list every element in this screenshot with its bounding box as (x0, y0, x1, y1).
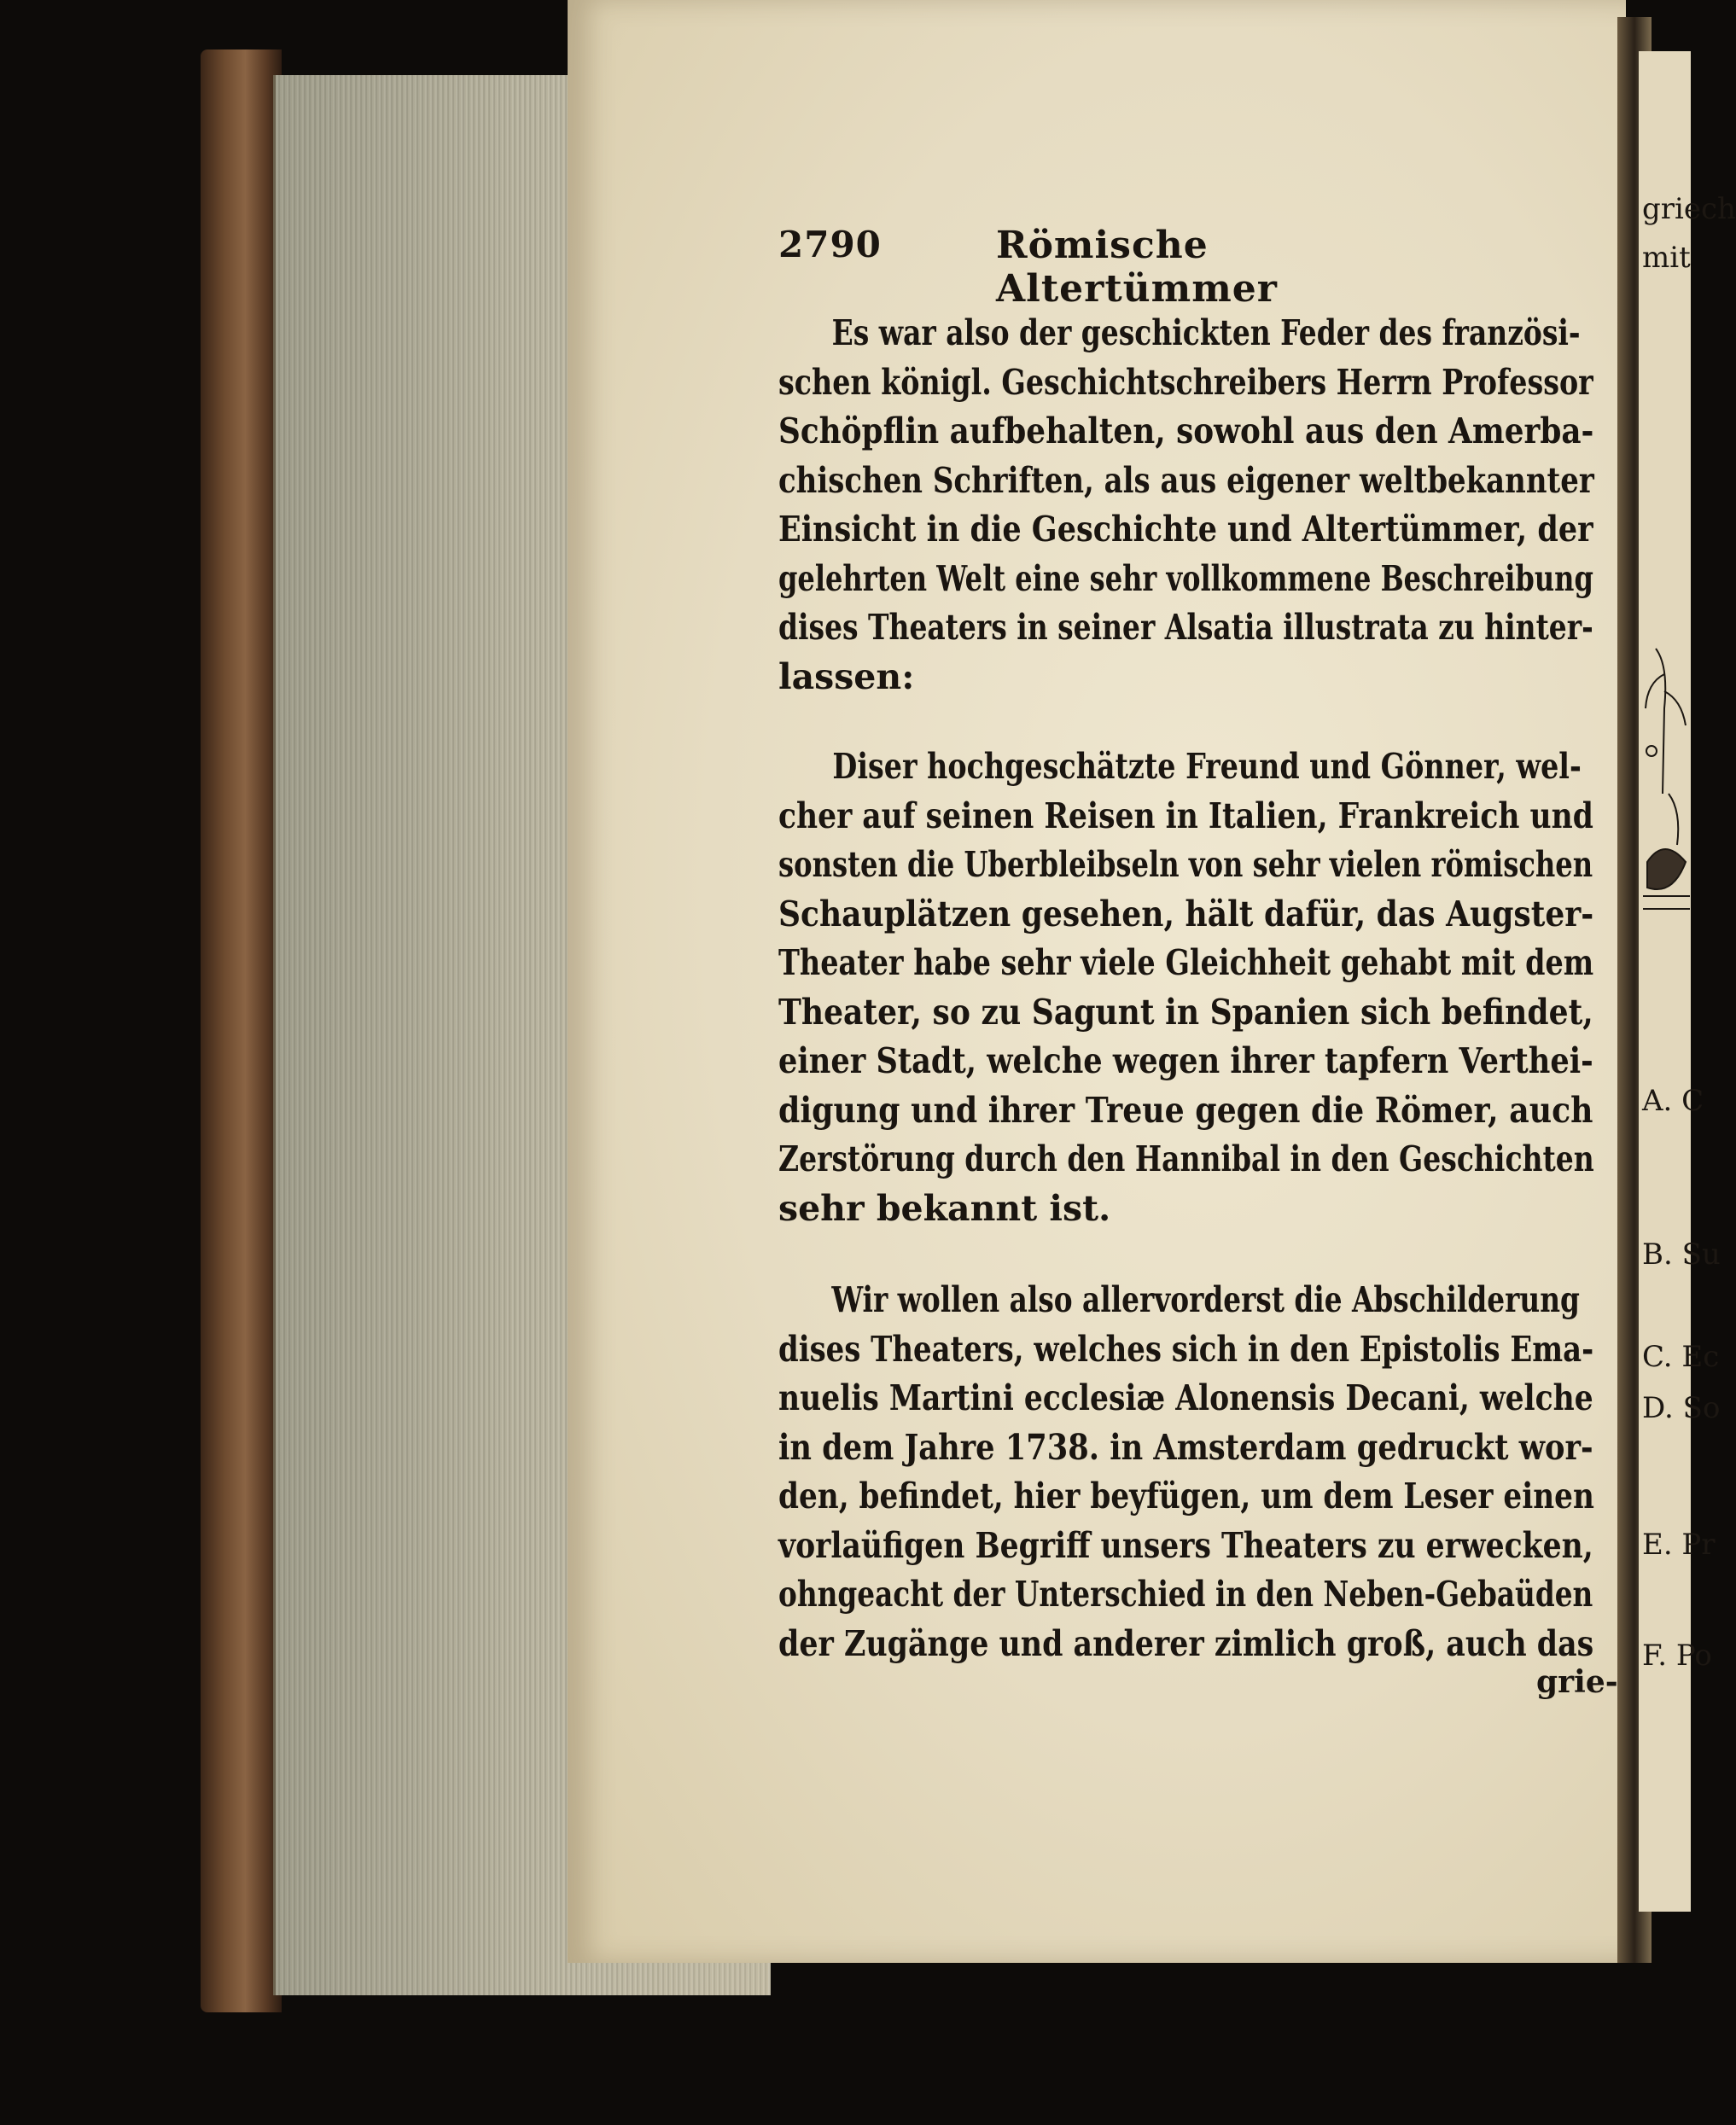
text-line: Es war also der geschickten Feder des französi- (831, 312, 1581, 353)
paragraph-2 (778, 742, 1593, 1233)
text-line: den, befindet, hier beyfügen, um dem Leser einen (778, 1476, 1594, 1517)
margin-label: D. So (1642, 1391, 1721, 1425)
text-line: Diser hochgeschätzte Freund und Gönner, wel- (832, 746, 1582, 787)
text-line: in dem Jahre 1738. in Amsterdam gedruckt wor- (778, 1426, 1593, 1468)
text-line: Schöpflin aufbehalten, sowohl aus den Amerba- (778, 410, 1594, 451)
text-line: Theater, so zu Sagunt in Spanien sich befindet, (778, 991, 1593, 1033)
text-line: cher auf seinen Reisen in Italien, Frankreich und (778, 795, 1593, 836)
text-line: dises Theaters, welches sich in den Epistolis Ema- (778, 1328, 1594, 1370)
text-line: Wir wollen also allervorderst die Abschilderung (831, 1279, 1580, 1320)
paragraph-1 (778, 309, 1593, 702)
margin-label: C. Ec (1642, 1340, 1720, 1374)
leather-cover-edge (201, 49, 282, 2012)
text-line: lassen: (778, 655, 915, 697)
text-line: der Zugänge und anderer zimlich groß, auch das (778, 1622, 1594, 1664)
text-line: digung und ihrer Treue gegen die Römer, auch (778, 1089, 1593, 1131)
text-line: sonsten die Uberbleibseln von sehr vielen römischen (778, 844, 1593, 885)
margin-label: E. Pr (1642, 1528, 1716, 1562)
text-line: dises Theaters in seiner Alsatia illustrata zu hinter- (778, 607, 1593, 648)
text-line: vorlaüfigen Begriff unsers Theaters zu erwecken, (778, 1524, 1593, 1566)
page-number: 2790 (778, 224, 882, 265)
text-line: chischen Schriften, als aus eigener weltbekannter (778, 459, 1594, 501)
margin-label: F. Po (1642, 1639, 1712, 1673)
text-line: sehr bekannt ist. (778, 1187, 1111, 1229)
next-page-line: griech (1642, 192, 1736, 226)
text-line: gelehrten Welt eine sehr vollkommene Beschreibung (778, 557, 1593, 599)
text-line: nuelis Martini ecclesiæ Alonensis Decani, welche (778, 1377, 1593, 1418)
ornament-illustration-icon (1639, 640, 1691, 930)
text-line: Theater habe sehr viele Gleichheit gehabt mit dem (778, 942, 1594, 983)
text-line: einer Stadt, welche wegen ihrer tapfern Verthei- (778, 1040, 1593, 1081)
running-title: Römische Altertümmer (996, 224, 1278, 311)
text-line: ohngeacht der Unterschied in den Neben-Gebaüden (778, 1574, 1593, 1615)
catchword: grie- (1536, 1664, 1618, 1700)
text-line: Zerstörung durch den Hannibal in den Geschichten (778, 1138, 1594, 1179)
text-line: Einsicht in die Geschichte und Altertümmer, der (778, 509, 1593, 550)
page-header (778, 224, 1427, 311)
next-page-line: mit (1642, 241, 1691, 275)
paragraph-3 (778, 1276, 1593, 1668)
margin-label: B. Su (1642, 1237, 1721, 1272)
right-page-fragment (1639, 51, 1736, 1912)
text-line: schen königl. Geschichtschreibers Herrn Professor (778, 361, 1593, 403)
text-line: Schauplätzen gesehen, hält dafür, das Augster- (778, 893, 1594, 934)
margin-label: A. C (1642, 1084, 1704, 1118)
